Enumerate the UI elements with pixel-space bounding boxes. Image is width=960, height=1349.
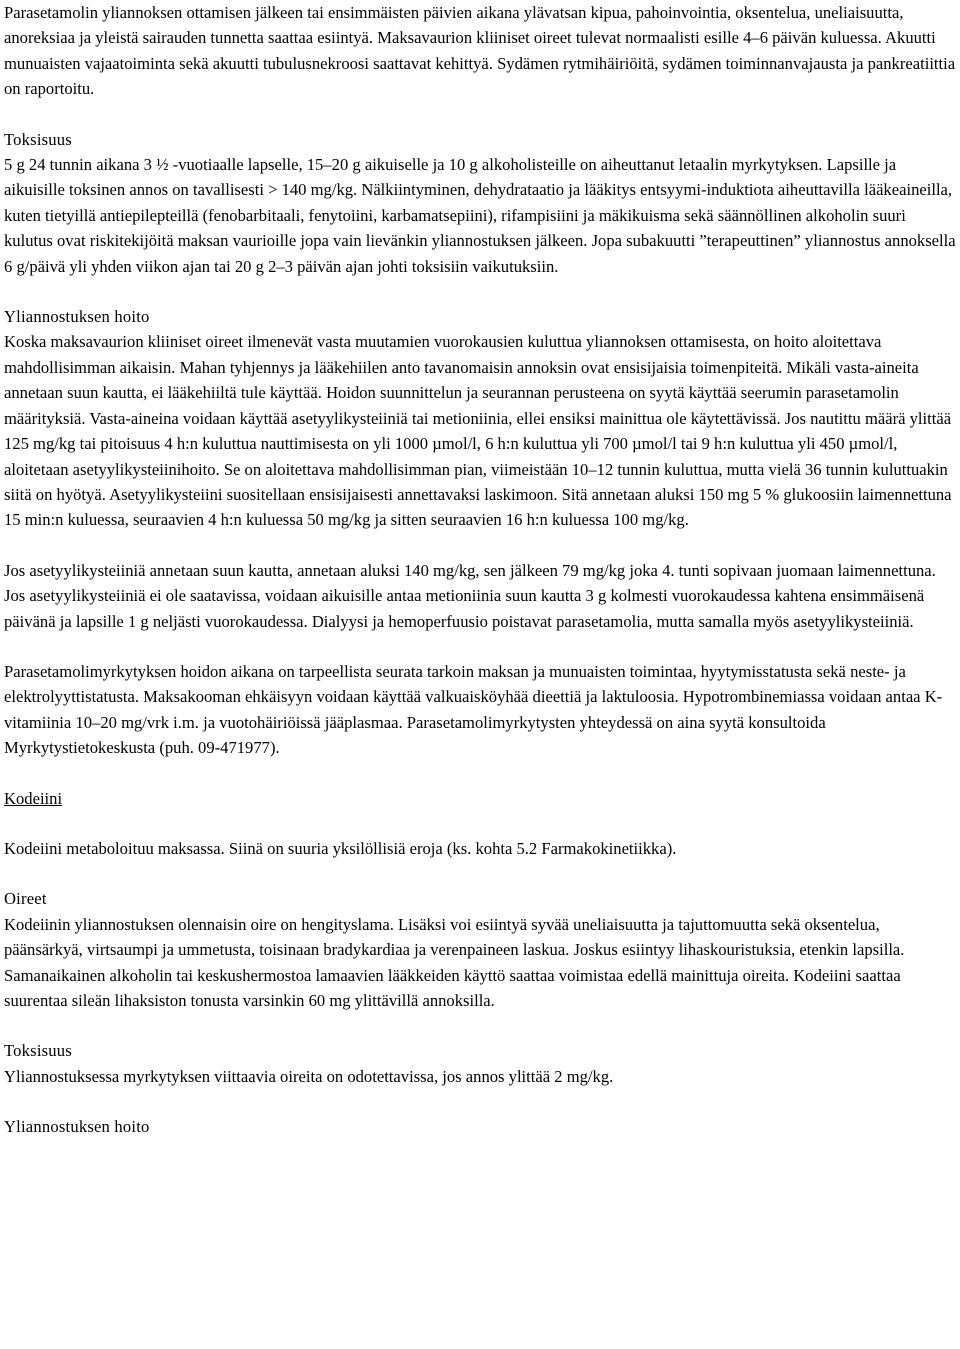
spacer	[4, 279, 956, 304]
heading-codeine: Kodeiini	[4, 788, 63, 808]
paragraph-symptoms-intro: Parasetamolin yliannoksen ottamisen jälkeen tai ensimmäisten päivien aikana ylävatsan kipua, pahoinvointia, oksentelua, uneliaisuutta, anoreksiaa ja yleistä sairauden tunnetta saattaa esiintyä. Maksavaurion kliiniset oireet tulevat normaalisti esille 4–6 päivän kuluessa. Akuutti munuaisten vajaatoiminta sekä akuutti tubulusnekroosi saattavat kehittyä. Sydämen rytmihäiriöitä, sydämen toiminnanvajausta ja pankreatiittia on raportoitu.	[4, 3, 956, 99]
heading-toxicity: Toksisuus	[4, 129, 72, 149]
spacer	[4, 102, 956, 127]
spacer	[4, 1013, 956, 1038]
spacer	[4, 811, 956, 836]
paragraph-toxicity: 5 g 24 tunnin aikana 3 ½ -vuotiaalle lapselle, 15–20 g aikuiselle ja 10 g alkoholisteille on aiheuttanut letaalin myrkytyksen. Lapsille ja aikuisille toksinen annos on tavallisesti > 140 mg/kg. Nälkiintyminen, dehydrataatio ja lääkitys entsyymi-induktiota aiheuttavilla lääkeaineilla, kuten tietyillä antiepilepteillä (fenobarbitaali, fenytoiini, karbamatsepiini), rifampisiini ja mäkikuisma sekä säännöllinen alkoholin suuri kulutus ovat riskitekijöitä maksan vaurioille jopa vain lievänkin yliannostuksen jälkeen. Jopa subakuutti ”terapeuttinen” yliannostus annoksella 6 g/päivä yli yhden viikon ajan tai 20 g 2–3 päivän ajan johti toksisiin vaikutuksiin.	[4, 155, 956, 276]
document-page	[4, 0, 956, 1140]
heading-codeine-overdose-treatment: Yliannostuksen hoito	[4, 1117, 150, 1137]
paragraph-oral-acetylcysteine: Jos asetyylikysteiiniä annetaan suun kautta, annetaan aluksi 140 mg/kg, sen jälkeen 79 mg/kg joka 4. tunti sopivaan juomaan laimennettuna. Jos asetyylikysteiiniä ei ole saatavissa, voidaan aikuisille antaa metioniinia suun kautta 3 g kolmesti vuorokaudessa kahtena ensimmäisenä päivänä ja lapsille 1 g neljästi vuorokaudessa. Dialyysi ja hemoperfuusio poistavat parasetamolia, mutta samalla myös asetyylikysteiiniä.	[4, 560, 936, 631]
paragraph-monitoring: Parasetamolimyrkytyksen hoidon aikana on tarpeellista seurata tarkoin maksan ja munuaisten toimintaa, hyytymisstatusta sekä neste- ja elektrolyyttistatusta. Maksakooman ehkäisyyn voidaan käyttää valkuaisköyhää dieettiä ja laktuloosia. Hypotrombinemiassa voidaan antaa K-vitamiinia 10–20 mg/vrk i.m. ja vuotohäiriöissä jääplasmaa. Parasetamolimyrkytysten yhteydessä on aina syytä konsultoida Myrkytystietokeskusta (puh. 09-471977).	[4, 661, 943, 758]
heading-symptoms: Oireet	[4, 889, 47, 909]
spacer	[4, 634, 956, 659]
heading-overdose-treatment: Yliannostuksen hoito	[4, 307, 150, 327]
spacer	[4, 1089, 956, 1114]
paragraph-codeine-toxicity: Yliannostuksessa myrkytyksen viittaavia oireita on odotettavissa, jos annos ylittää 2 mg/kg.	[4, 1066, 614, 1086]
paragraph-overdose-treatment: Koska maksavaurion kliiniset oireet ilmenevät vasta muutamien vuorokausien kuluttua yliannoksen ottamisesta, on hoito aloitettava mahdollisimman aikaisin. Mahan tyhjennys ja lääkehiilen anto tavanomaisin annoksin ovat ensisijaisia toimenpiteitä. Mikäli vasta-aineita annetaan suun kautta, ei lääkehiiltä tule käyttää. Hoidon suunnittelun ja seurannan perusteena on syytä käyttää seerumin parasetamolin määrityksiä. Vasta-aineina voidaan käyttää asetyylikysteiiniä tai metioniinia, ellei ensiksi mainittua ole käytettävissä. Jos nautittu määrä ylittää 125 mg/kg tai pitoisuus 4 h:n kuluttua nauttimisesta on yli 1000 µmol/l, 6 h:n kuluttua yli 700 µmol/l tai 9 h:n kuluttua yli 450 µmol/l, aloitetaan asetyylikysteiinihoito. Se on aloitettava mahdollisimman pian, viimeistään 10–12 tunnin kuluttua, mutta vielä 36 tunnin kuluttuakin siitä on hyötyä. Asetyylikysteiini suositellaan ensisijaisesti annettavaksi laskimoon. Sitä annetaan aluksi 150 mg 5 % glukoosiin laimennettuna 15 min:n kuluessa, seuraavien 4 h:n kuluessa 50 mg/kg ja sitten seuraavien 16 h:n kuluessa 100 mg/kg.	[4, 332, 952, 530]
spacer	[4, 861, 956, 886]
paragraph-codeine: Kodeiini metaboloituu maksassa. Siinä on suuria yksilöllisiä eroja (ks. kohta 5.2 Farmakokinetiikka).	[4, 838, 677, 858]
paragraph-codeine-symptoms: Kodeiinin yliannostuksen olennaisin oire on hengityslama. Lisäksi voi esiintyä syvää uneliaisuutta ja tajuttomuutta sekä oksentelua, päänsärkyä, virtsaumpi ja ummetusta, toisinaan bradykardiaa ja verenpaineen laskua. Joskus esiintyy lihaskouristuksia, etenkin lapsilla. Samanaikainen alkoholin tai keskushermostoa lamaavien lääkkeiden käyttö saattaa voimistaa edellä mainittuja oireita. Kodeiini saattaa suurentaa sileän lihaksiston tonusta varsinkin 60 mg ylittävillä annoksilla.	[4, 914, 905, 1010]
heading-codeine-toxicity: Toksisuus	[4, 1041, 72, 1061]
spacer	[4, 533, 956, 558]
spacer	[4, 761, 956, 786]
